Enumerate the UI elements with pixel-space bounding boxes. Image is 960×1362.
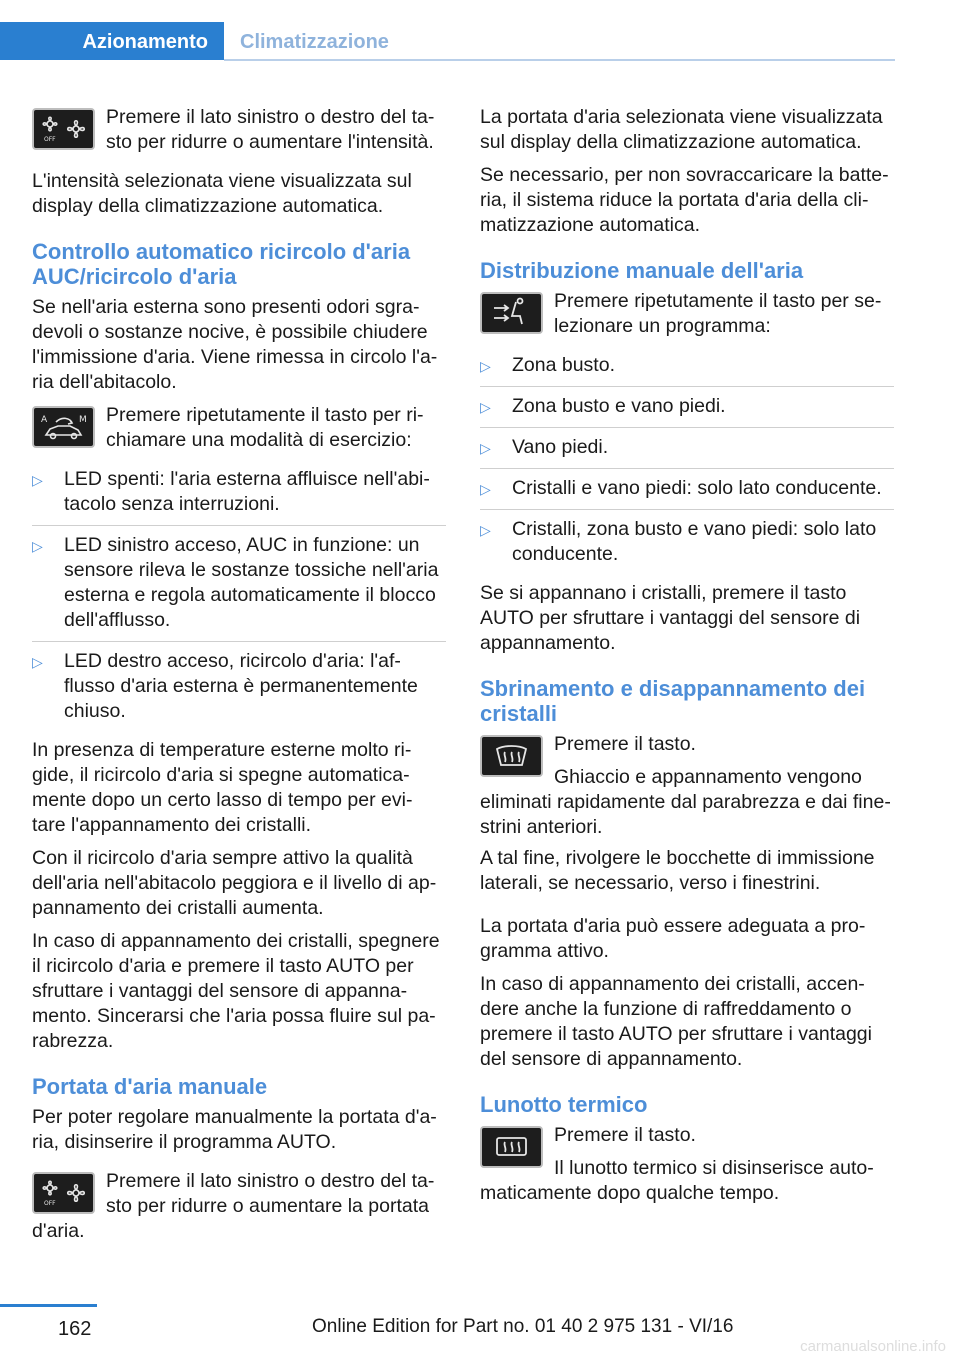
- left-column: [32, 105, 446, 1258]
- air-distribution-icon: [480, 292, 543, 334]
- paragraph: Se necessario, per non sovraccaricare la batte-ria, il sistema riduce la portata d'aria della cli-matizzazione automatica.: [480, 164, 889, 236]
- page-number: 162: [58, 1318, 92, 1340]
- edition-footer: Online Edition for Part no. 01 40 2 975 131 - VI/16: [312, 1316, 734, 1337]
- distribution-block: [480, 289, 894, 339]
- tab-azionamento[interactable]: Azionamento: [0, 22, 224, 60]
- svg-text:A: A: [41, 415, 48, 425]
- right-column: [480, 105, 894, 1220]
- fan-airflow-text: Premere il lato sinistro o destro del ta-sto per ridurre o aumentare la portata d'aria.: [32, 1170, 435, 1242]
- list-item: [480, 517, 894, 575]
- list-item-text: Cristalli, zona busto e vano piedi: solo lato conducente.: [512, 518, 877, 565]
- list-item-text: Zona busto.: [512, 354, 615, 376]
- paragraph: Se si appannano i cristalli, premere il tasto AUTO per sfruttare i vantaggi del sensore di appannamento.: [480, 582, 861, 654]
- fan-intensity-block: [32, 105, 446, 155]
- recirculation-text: Premere ripetutamente il tasto per ri-chiamare una modalità di esercizio:: [106, 404, 424, 451]
- header-divider: [224, 59, 895, 61]
- led-mode-list: [32, 467, 446, 732]
- defrost-text-2: Ghiaccio e appannamento vengono eliminati rapidamente dal parabrezza e dai fine-strini anteriori.: [480, 766, 891, 838]
- paragraph: La portata d'aria selezionata viene visualizzata sul display della climatizzazione automatica.: [480, 106, 883, 153]
- fan-intensity-icon: [32, 108, 95, 150]
- triangle-right-icon: ▷: [480, 440, 491, 456]
- list-item-text: Vano piedi.: [512, 436, 609, 458]
- list-item-text: Cristalli e vano piedi: solo lato conducente.: [512, 477, 882, 499]
- fan-intensity-text: Premere il lato sinistro o destro del ta-sto per ridurre o aumentare l'intensità.: [106, 106, 435, 153]
- list-item: [480, 353, 894, 387]
- paragraph: Per poter regolare manualmente la portata d'a-ria, disinserire il programma AUTO.: [32, 1106, 437, 1153]
- triangle-right-icon: ▷: [32, 654, 43, 670]
- air-recirculation-icon: [32, 406, 95, 448]
- svg-text:OFF: OFF: [44, 136, 56, 143]
- fan-airflow-block: [32, 1169, 446, 1244]
- paragraph: La portata d'aria può essere adeguata a pro-gramma attivo.: [480, 915, 866, 962]
- list-item: [480, 476, 894, 510]
- list-item: [32, 533, 446, 642]
- paragraph: In presenza di temperature esterne molto ri-gide, il ricircolo d'aria si spegne automatica-mente dopo un certo lasso di tempo per evi-tare l'appannamento dei cristalli.: [32, 739, 413, 836]
- triangle-right-icon: ▷: [480, 522, 491, 538]
- paragraph: In caso di appannamento dei cristalli, spegnere il ricircolo d'aria e premere il tasto AUTO per sfruttare i vantaggi del sensore di appanna-mento. Sincerarsi che l'aria possa fluire sul pa-rabrezza.: [32, 930, 440, 1052]
- paragraph: Con il ricircolo d'aria sempre attivo la qualità dell'aria nell'abitacolo peggiora e il livello di ap-pannamento dei cristalli aumenta.: [32, 847, 437, 919]
- heading-portata: Portata d'aria manuale: [32, 1074, 268, 1099]
- list-item-text: LED destro acceso, ricircolo d'aria: l'af-flusso d'aria esterna è permanentemente chiuso.: [64, 650, 418, 722]
- triangle-right-icon: ▷: [32, 538, 43, 554]
- distribution-text: Premere ripetutamente il tasto per se-lezionare un programma:: [554, 290, 882, 337]
- heading-auc: Controllo automatico ricircolo d'aria AUC/ricircolo d'aria: [32, 239, 411, 289]
- list-item: [32, 649, 446, 732]
- triangle-right-icon: ▷: [480, 481, 491, 497]
- list-item: [32, 467, 446, 526]
- fan-intensity-icon: [32, 1172, 95, 1214]
- rear-defrost-block: [480, 1123, 894, 1206]
- header-tabs: [0, 22, 895, 62]
- svg-text:OFF: OFF: [44, 1200, 56, 1207]
- rear-window-defrost-icon: [480, 1126, 543, 1168]
- list-item-text: LED sinistro acceso, AUC in funzione: un sensore rileva le sostanze tossiche nell'aria esterna e regola automaticamente il blocco dell'afflusso.: [64, 534, 439, 631]
- distribution-list: [480, 353, 894, 575]
- list-item-text: LED spenti: l'aria esterna affluisce nell'abi-tacolo senza interruzioni.: [64, 468, 430, 515]
- paragraph: In caso di appannamento dei cristalli, accen-dere anche la funzione di raffreddamento o premere il tasto AUTO per sfruttare i vantaggi del sensore di appannamento.: [480, 973, 872, 1070]
- heading-distribuzione: Distribuzione manuale dell'aria: [480, 258, 804, 283]
- triangle-right-icon: ▷: [32, 472, 43, 488]
- tab-climatizzazione[interactable]: Climatizzazione: [240, 31, 389, 53]
- footer-accent-line: [0, 1304, 97, 1307]
- paragraph: L'intensità selezionata viene visualizzata sul display della climatizzazione automatica.: [32, 170, 412, 217]
- heading-sbrinamento: Sbrinamento e disappannamento dei cristalli: [480, 676, 866, 726]
- defrost-text-1: Premere il tasto.: [554, 733, 696, 755]
- list-item-text: Zona busto e vano piedi.: [512, 395, 726, 417]
- triangle-right-icon: ▷: [480, 358, 491, 374]
- heading-lunotto: Lunotto termico: [480, 1092, 648, 1117]
- recirculation-block: [32, 403, 446, 453]
- paragraph: A tal fine, rivolgere le bocchette di immissione laterali, se necessario, verso i finestrini.: [480, 847, 875, 894]
- rear-defrost-text-2: Il lunotto termico si disinserisce auto-maticamente dopo qualche tempo.: [480, 1157, 874, 1204]
- svg-text:M: M: [79, 415, 87, 425]
- list-item: [480, 435, 894, 469]
- list-item: [480, 394, 894, 428]
- rear-defrost-text-1: Premere il tasto.: [554, 1124, 696, 1146]
- windshield-defrost-icon: [480, 735, 543, 777]
- watermark: carmanualsonline.info: [800, 1338, 946, 1355]
- triangle-right-icon: ▷: [480, 399, 491, 415]
- paragraph: Se nell'aria esterna sono presenti odori sgra-devoli o sostanze nocive, è possibile chiudere l'immissione d'aria. Viene rimessa in circolo l'a-ria dell'abitacolo.: [32, 296, 438, 393]
- defrost-block: [480, 732, 894, 840]
